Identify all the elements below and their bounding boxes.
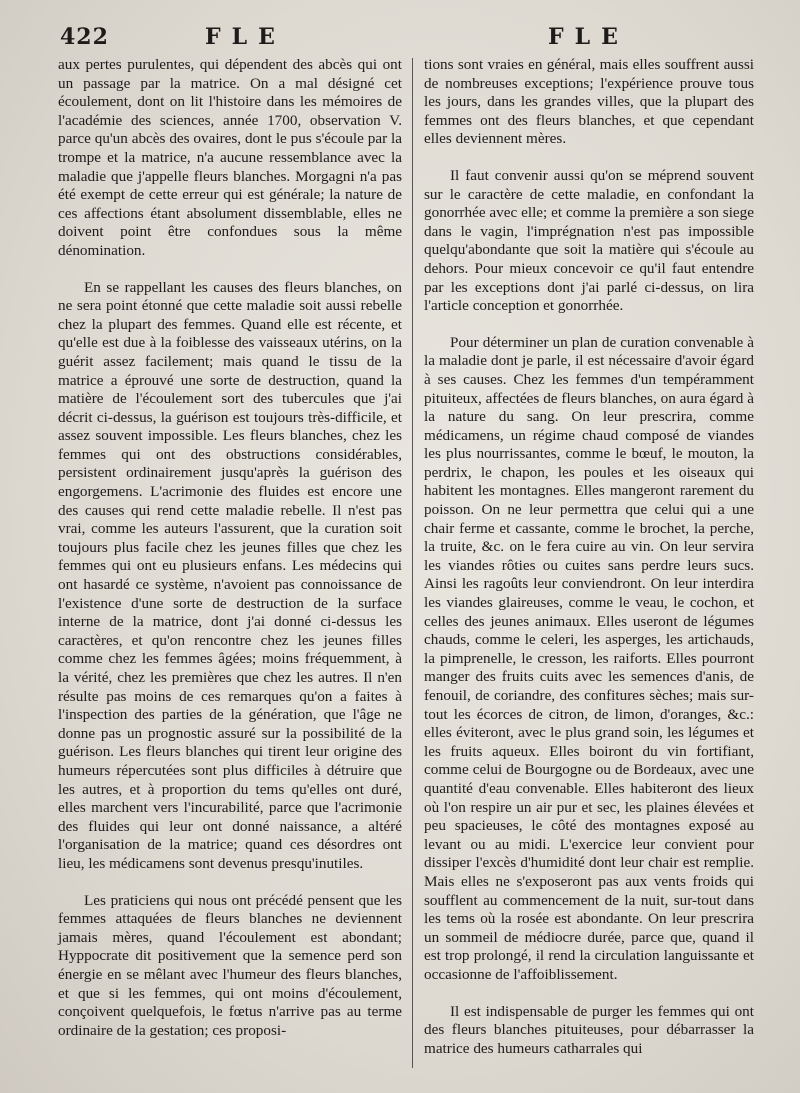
paragraph: Il est indispensable de purger les femmes qui ont des fleurs blanches pituiteuses, pour débarrasser la matrice des humeurs catharrales qui — [424, 1002, 754, 1057]
paragraph: Pour déterminer un plan de curation convenable à la maladie dont je parle, il est nécessaire d'avoir égard à ses causes. Chez les femmes d'un tempéramment pituiteux, affectées de fleurs blanches, on aura égard à la nature du sang. On leur prescrira, comme médicamens, un régime chaud composé de viandes les plus nourrissantes, comme le bœuf, le mouton, la perdrix, le chapon, les poules et les oiseaux qui habitent les montagnes. Elles mangeront rarement du poisson. On ne leur permettra que celui qui a une chair ferme et cassante, comme le brochet, la perche, la truite, &c. on le fera cuire au vin. On leur servira les viandes rôties ou cuites sans perdre leurs sucs. Ainsi les ragoûts leur conviendront. On leur interdira les viandes glaireuses, comme le veau, le cochon, et celles des jeunes animaux. Elles useront de légumes chauds, comme le celeri, les asperges, les artichauds, la pimprenelle, le cresson, les raiforts. Elles pourront manger des fruits cuits avec les semences d'anis, de fenouil, de coriandre, des confitures sèches; mais sur-tout les écorces de citron, de limon, d'oranges, &c.: elles éviteront, avec le plus grand soin, les légumes et les fruits aqueux. Elles boiront du vin fortifiant, comme celui de Bourgogne ou de Bordeaux, avec une quantité d'eau convenable. Elles habiteront des lieux où l'on respire un air pur et sec, les plaines élevées et peu spacieuses, le côté des montagnes exposé au levant ou au midi. L'exercice leur convient pour dissiper l'excès d'humidité dont leur chair est remplie. Mais elles ne s'exposeront pas aux vents froids qui soufflent au commencement de la nuit, sur-tout dans les tems où la rosée est abondante. On leur prescrira un sommeil de médiocre durée, parce que, quand il est trop prolongé, il rend la circulation languissante et occasionne de l'affoiblissement. — [424, 333, 754, 983]
column-divider — [412, 58, 413, 1068]
right-column — [424, 56, 754, 1076]
left-column — [58, 56, 402, 1058]
paragraph: Les praticiens qui nous ont précédé pensent que les femmes attaquées de fleurs blanches ne deviennent jamais mères, quand l'écoulement est abondant; Hyppocrate dit positivement que la semence perd son énergie en se mêlant avec l'humeur des fleurs blanches, et que si les femmes, qui ont moins d'écoulement, conçoivent quelquefois, le fœtus n'arrive pas au terme ordinaire de la gestation; ces proposi- — [58, 891, 402, 1039]
running-head-right: FLE — [548, 24, 629, 50]
running-head-left: FLE — [205, 24, 286, 50]
paragraph: aux pertes purulentes, qui dépendent des abcès qui ont un passage par la matrice. On a mal désigné cet écoulement, dont on lit l'histoire dans les mémoires de l'académie des sciences, année 1700, observation V. parce qu'un abcès des ovaires, dont le pus s'écoule par la trompe et la matrice, n'a aucune ressemblance avec la maladie que j'appelle fleurs blanches. Morgagni n'a pas été exempt de cette erreur qui est générale; la nature de ces affections étant absolument dissemblable, elles ne doivent point être confondues sous la même dénomination. — [58, 56, 402, 259]
page-header — [0, 22, 800, 52]
page-number: 422 — [60, 24, 109, 50]
paragraph: En se rappellant les causes des fleurs blanches, on ne sera point étonné que cette maladie soit aussi rebelle chez la plupart des femmes. Quand elle est récente, et qu'elle est due à la foiblesse des vaisseaux utérins, on la guérit assez facilement; mais quand le tissu de la matrice a éprouvé une sorte de destruction, quand la matière de l'écoulement sort des tubercules que j'ai décrit ci-dessus, la guérison est toujours très-difficile, et assez souvent impossible. Les fleurs blanches, chez les femmes qui ont des obstructions considérables, persistent ordinairement jusqu'après la guérison des engorgemens. L'acrimonie des fluides est encore une des causes qui rend cette maladie rebelle. Il n'est pas vrai, comme les auteurs l'assurent, que la curation soit toujours plus facile chez les jeunes filles que chez les femmes qui ont eu plusieurs enfans. Les médecins qui ont hasardé ce système, n'avoient pas connoissance de l'existence d'une sorte de destruction de la surface interne de la matrice, dont j'ai donné ci-dessus les caractères, et qu'on rencontre chez les jeunes filles comme chez les femmes âgées; moins fréquemment, à la vérité, chez les premières que chez les autres. Il n'en résulte pas moins de ces remarques qu'on a faites à l'inspection des parties de la génération, que l'âge ne donne pas un prognostic assuré sur la possibilité de la guérison. Les fleurs blanches qui tirent leur origine des humeurs répercutées sont plus difficiles à détruire que les autres, et à proportion du tems qu'elles ont duré, elles marchent vers l'incurabilité, parce que l'acrimonie des fluides qui leur ont donné naissance, a altéré l'organisation de la matrice; quand ces désordres ont lieu, les médicamens sont devenus presqu'inutiles. — [58, 278, 402, 872]
paragraph: tions sont vraies en général, mais elles souffrent aussi de nombreuses exceptions; l'expérience prouve tous les jours, dans les grandes villes, que la plupart des femmes ont des fleurs blanches, et que cependant elles deviennent mères. — [424, 56, 754, 148]
paragraph: Il faut convenir aussi qu'on se méprend souvent sur le caractère de cette maladie, en confondant la gonorrhée avec elle; et comme la première a son siege dans le vagin, l'imprégnation n'est pas impossible quelqu'abondante que soit la matière qui s'écoule au dehors. Pour mieux concevoir ce qu'il faut entendre par les exceptions dont j'ai parlé ci-dessus, on lira l'article conception et gonorrhée. — [424, 166, 754, 315]
